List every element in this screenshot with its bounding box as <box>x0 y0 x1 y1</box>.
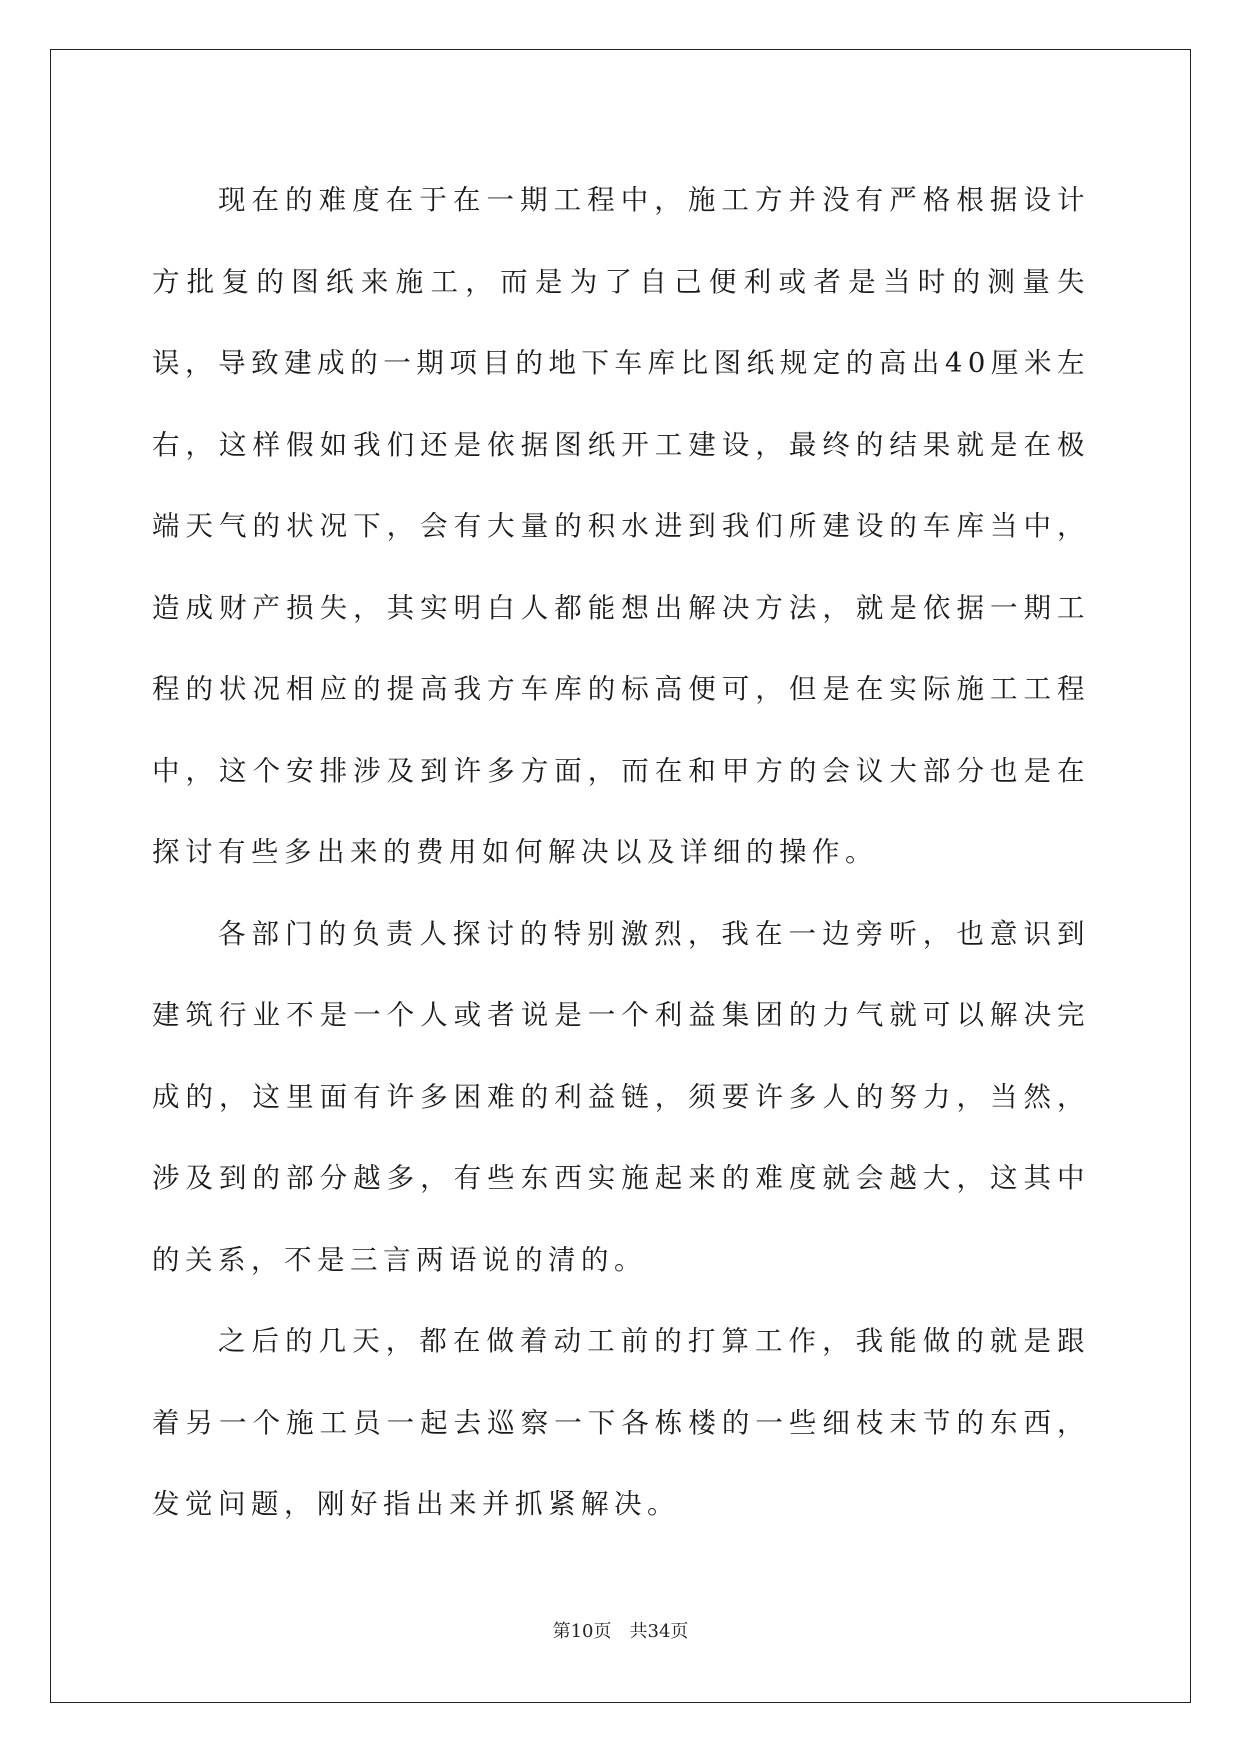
paragraph-1: 现在的难度在于在一期工程中，施工方并没有严格根据设计方批复的图纸来施工，而是为了自己便利或者是当时的测量失误，导致建成的一期项目的地下车库比图纸规定的高出40厘米左右，这样假如我们还是依据图纸开工建设，最终的结果就是在极端天气的状况下，会有大量的积水进到我们所建设的车库当中，造成财产损失，其实明白人都能想出解决方法，就是依据一期工程的状况相应的提高我方车库的标高便可，但是在实际施工工程中，这个安排涉及到许多方面，而在和甲方的会议大部分也是在探讨有些多出来的费用如何解决以及详细的操作。 <box>152 184 1090 868</box>
page-footer <box>0 1617 1241 1643</box>
paragraph-3: 之后的几天，都在做着动工前的打算工作，我能做的就是跟着另一个施工员一起去巡察一下各栋楼的一些细枝末节的东西，发觉问题，刚好指出来并抓紧解决。 <box>152 1325 1090 1520</box>
document-body <box>152 160 1090 1546</box>
page-number: 第10页 共34页 <box>552 1621 689 1642</box>
paragraph-2: 各部门的负责人探讨的特别激烈，我在一边旁听，也意识到建筑行业不是一个人或者说是一个利益集团的力气就可以解决完成的，这里面有许多困难的利益链，须要许多人的努力，当然，涉及到的部分越多，有些东西实施起来的难度就会越大，这其中的关系，不是三言两语说的清的。 <box>152 917 1090 1276</box>
